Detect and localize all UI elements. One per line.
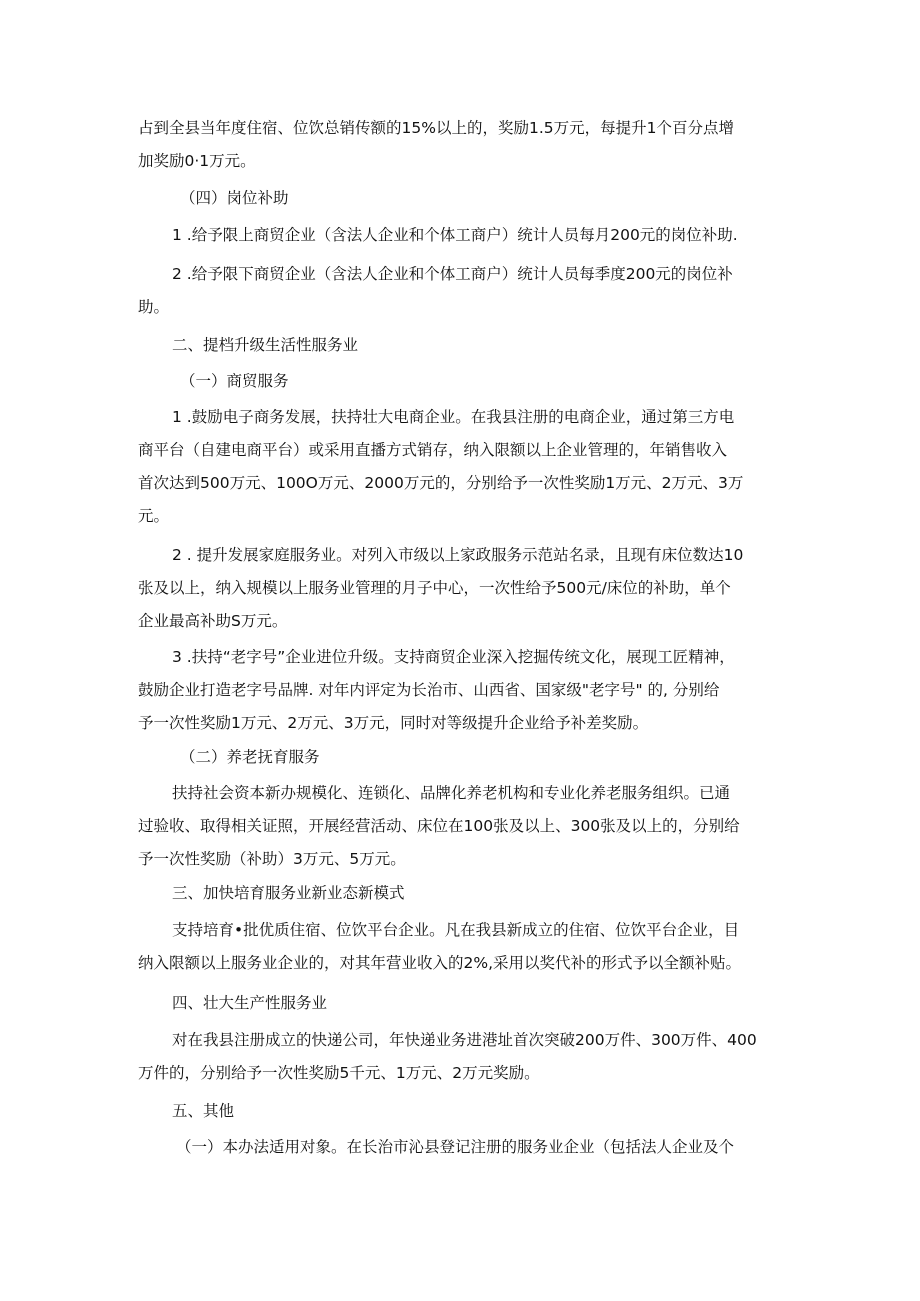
paragraph-scope bbox=[176, 1131, 826, 1164]
text-line: 首次达到500万元、100O万元、2000万元的，分别给予一次性奖励1万元、2万元、3万 bbox=[138, 474, 744, 492]
text-line: 占到全县当年度住宿、位饮总销传额的15%以上的，奖励1.5万元，每提升1个百分点增 bbox=[138, 119, 734, 137]
text-line: 商平台（自建电商平台）或采用直播方式销存，纳入限额以上企业管理的，年销售收入 bbox=[138, 441, 728, 459]
section-heading-2: 二、提档升级生活性服务业 bbox=[172, 336, 359, 354]
text-line: 1 .鼓励电子商务发展，扶持壮大电商企业。在我县注册的电商企业，通过第三方电 bbox=[172, 408, 735, 426]
paragraph-elderly-care bbox=[138, 777, 822, 876]
paragraph-express-delivery bbox=[138, 1024, 822, 1090]
text-line: 鼓励企业打造老字号品牌. 对年内评定为长治市、山西省、国家级"老字号" 的, 分别给 bbox=[138, 681, 720, 699]
text-line: 1 .给予限上商贸企业（含法人企业和个体工商户）统计人员每月200元的岗位补助. bbox=[172, 226, 738, 244]
section-heading-4: 四、壮大生产性服务业 bbox=[172, 994, 328, 1012]
text-line: 3 .扶持“老字号”企业进位升级。支持商贸企业深入挖掘传统文化，展现工匠精神， bbox=[172, 648, 735, 666]
paragraph-platform-enterprise bbox=[138, 914, 822, 980]
text-line: 过验收、取得相关证照，开展经营活动、床位在100张及以上、300张及以上的，分别给 bbox=[138, 817, 740, 835]
text-line: 加奖励0·1万元。 bbox=[138, 152, 256, 170]
text-line: 对在我县注册成立的快递公司，年快递业务进港址首次突破200万件、300万件、400 bbox=[172, 1031, 757, 1049]
text-line: 予一次性奖励（补助）3万元、5万元。 bbox=[138, 850, 406, 868]
section-heading-post-subsidy: （四）岗位补助 bbox=[180, 189, 289, 207]
text-line: 纳入限额以上服务业企业的，对其年营业收入的2%,采用以奖代补的形式予以全额补贴。 bbox=[138, 954, 742, 972]
section-heading-3: 三、加快培育服务业新业态新模式 bbox=[172, 884, 405, 902]
text-line: 万件的，分别给予一次性奖励5千元、1万元、2万元奖励。 bbox=[138, 1064, 540, 1082]
subsection-heading-elderly-care: （二）养老抚育服务 bbox=[180, 748, 320, 766]
paragraph-time-honored-brand bbox=[138, 641, 822, 740]
text-line: 予一次性奖励1万元、2万元、3万元，同时对等级提升企业给予补差奖励。 bbox=[138, 714, 649, 732]
text-line: 2 .给予限下商贸企业（含法人企业和个体工商户）统计人员每季度200元的岗位补 bbox=[172, 265, 733, 283]
paragraph-item-1 bbox=[172, 219, 822, 252]
subsection-heading-trade: （一）商贸服务 bbox=[180, 372, 289, 390]
text-line: 2 . 提升发展家庭服务业。对列入市级以上家政服务示范站名录，且现有床位数达10 bbox=[172, 546, 744, 564]
text-line: 支持培育•批优质住宿、位饮平台企业。凡在我县新成立的住宿、位饮平台企业，目 bbox=[172, 921, 740, 939]
text-line: 企业最高补助S万元。 bbox=[138, 612, 288, 630]
text-line: 张及以上，纳入规模以上服务业管理的月子中心，一次性给予500元/床位的补助，单个 bbox=[138, 579, 731, 597]
paragraph-accommodation-award bbox=[138, 112, 788, 178]
text-line: 扶持社会资本新办规模化、连锁化、品牌化养老机构和专业化养老服务组织。已通 bbox=[172, 784, 731, 802]
text-line: 助。 bbox=[138, 298, 170, 316]
text-line: 元。 bbox=[138, 507, 170, 525]
paragraph-item-2 bbox=[138, 258, 787, 324]
section-heading-5: 五、其他 bbox=[172, 1102, 235, 1120]
paragraph-household-service bbox=[138, 539, 822, 638]
text-line: （一）本办法适用对象。在长治市沁县登记注册的服务业企业（包括法人企业及个 bbox=[176, 1138, 735, 1156]
paragraph-ecommerce bbox=[138, 401, 822, 533]
